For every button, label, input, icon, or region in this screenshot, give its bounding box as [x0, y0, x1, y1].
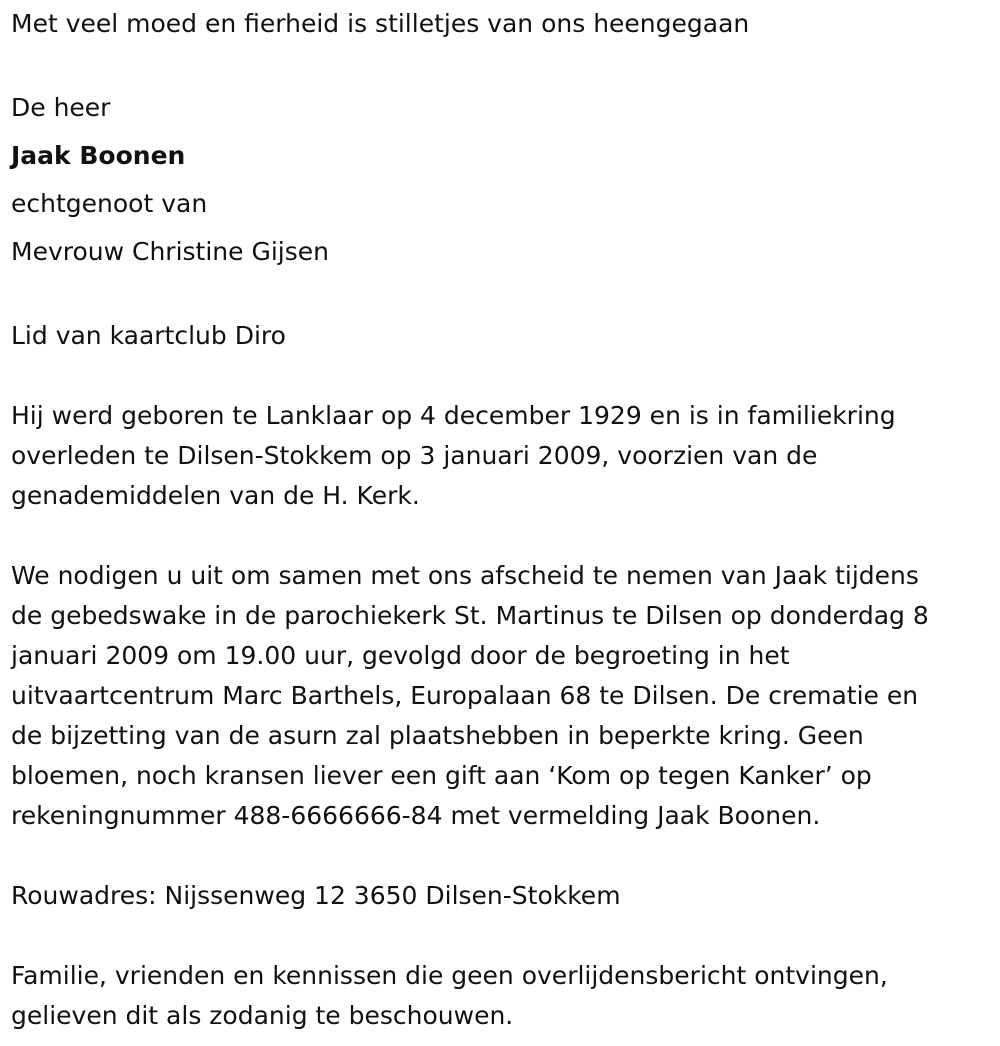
paragraph-line: overleden te Dilsen-Stokkem op 3 januari 2009, voorzien van de — [11, 441, 818, 470]
paragraph-line: bloemen, noch kransen liever een gift aan ‘Kom op tegen Kanker’ op — [11, 761, 872, 790]
paragraph-line: januari 2009 om 19.00 uur, gevolgd door de begroeting in het — [11, 641, 790, 670]
opening-line: Met veel moed en fierheid is stilletjes van ons heengegaan — [11, 9, 750, 38]
deceased-title: De heer — [11, 93, 111, 122]
spacer — [11, 516, 988, 556]
closing-paragraph — [11, 956, 988, 1036]
paragraph-line: Familie, vrienden en kennissen die geen overlijdensbericht ontvingen, — [11, 961, 888, 990]
paragraph-line: rekeningnummer 488-6666666-84 met vermelding Jaak Boonen. — [11, 801, 821, 830]
mourning-address: Rouwadres: Nijssenweg 12 3650 Dilsen-Stokkem — [11, 881, 621, 910]
paragraph-line: uitvaartcentrum Marc Barthels, Europalaan 68 te Dilsen. De crematie en — [11, 681, 919, 710]
paragraph-line: Hij werd geboren te Lanklaar op 4 december 1929 en is in familiekring — [11, 401, 896, 430]
membership-text: Lid van kaartclub Diro — [11, 321, 286, 350]
spacer — [11, 356, 988, 396]
paragraph-line: de gebedswake in de parochiekerk St. Martinus te Dilsen op donderdag 8 — [11, 601, 929, 630]
ceremony-paragraph — [11, 556, 988, 836]
paragraph-line: genademiddelen van de H. Kerk. — [11, 481, 420, 510]
spacer — [11, 276, 988, 316]
birth-death-paragraph — [11, 396, 988, 516]
deceased-block — [11, 84, 988, 276]
relation-text: echtgenoot van — [11, 189, 208, 218]
paragraph-line: gelieven dit als zodanig te beschouwen. — [11, 1001, 514, 1030]
paragraph-line: de bijzetting van de asurn zal plaatshebben in beperkte kring. Geen — [11, 721, 864, 750]
spacer — [11, 836, 988, 876]
spacer — [11, 44, 988, 84]
deceased-name: Jaak Boonen — [11, 141, 186, 170]
spouse-name: Mevrouw Christine Gijsen — [11, 237, 329, 266]
spacer — [11, 916, 988, 956]
paragraph-line: We nodigen u uit om samen met ons afscheid te nemen van Jaak tijdens — [11, 561, 919, 590]
